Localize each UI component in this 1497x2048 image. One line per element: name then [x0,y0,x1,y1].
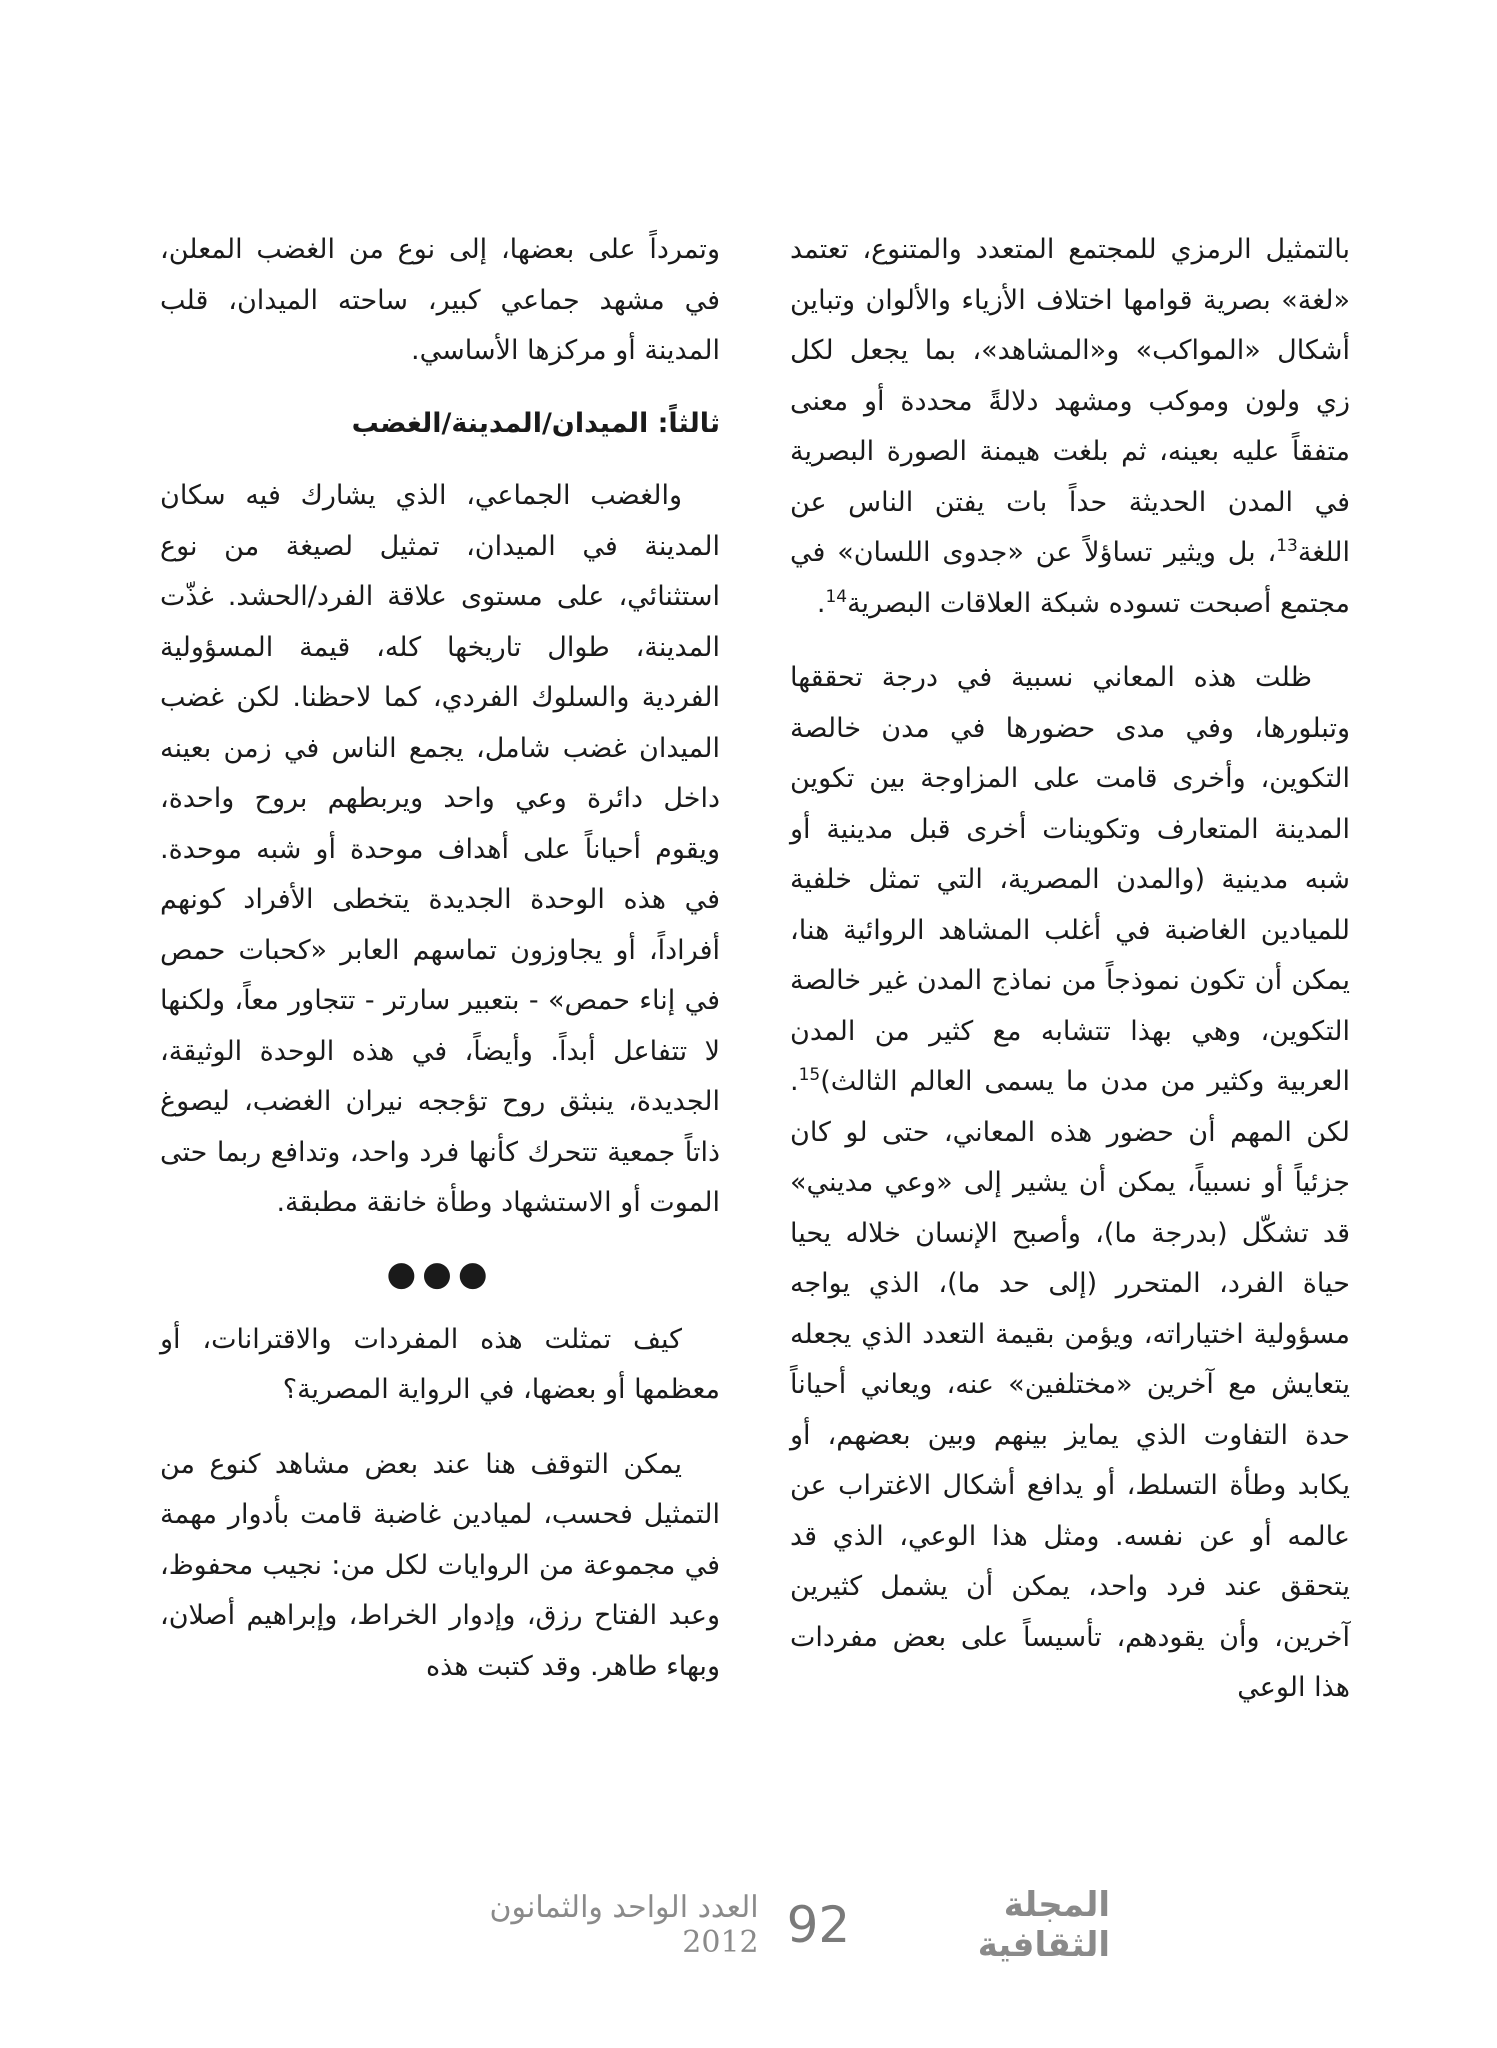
footnote-marker: 13 [1276,536,1298,556]
section-heading: ثالثاً: الميدان/المدينة/الغضب [351,407,720,439]
paragraph [790,653,1350,1714]
paragraph-text: . [816,587,826,619]
magazine-name: المجلة الثقافية [977,1885,1110,1965]
page-footer [430,1885,1110,1965]
section-divider: ●●● [386,1253,494,1294]
issue-info: العدد الواحد والثمانون 2012 [489,1890,759,1960]
paragraph-text: ، بل ويثير تساؤلاً عن «جدوى اللسان» في مجتمع أصبحت تسوده شبكة العلاقات البصرية [790,537,1350,619]
footnote-marker: 15 [798,1065,821,1085]
footnote-marker: 14 [825,586,848,607]
page-number: 92 [786,1896,851,1954]
paragraph: كيف تمثلت هذه المفردات والاقترانات، أو معظمها أو بعضها، في الرواية المصرية؟ [160,1323,720,1405]
paragraph: والغضب الجماعي، الذي يشارك فيه سكان المدينة في الميدان، تمثيل لصيغة من نوع استثنائي، على مستوى علاقة الفرد/الحشد. غذّت المدينة، طوال تاريخها كله، قيمة المسؤولية الفردية والسلوك الفردي، كما لاحظنا. لكن غضب الميدان غضب شامل، يجمع الناس في زمن بعينه داخل دائرة وعي واحد ويربطهم بروح واحدة، ويقوم أحياناً على أهداف موحدة أو شبه موحدة. في هذه الوحدة الجديدة يتخطى الأفراد كونهم أفراداً، أو يجاوزون تماسهم العابر «كحبات حمص في إناء حمص» - بتعبير سارتر - تتجاور معاً، ولكنها لا تتفاعل أبداً. وأيضاً، في هذه الوحدة الوثيقة، الجديدة، ينبثق روح تؤججه نيران الغضب، ليصوغ ذاتاً جمعية تتحرك كأنها فرد واحد، وتدافع ربما حتى الموت أو الاستشهاد وطأة خانقة مطبقة. [160,480,720,1218]
paragraph [790,225,1350,629]
paragraph-text: ظلت هذه المعاني نسبية في درجة تحققها وتبلورها، وفي مدى حضورها في مدن خالصة التكوين، وأخرى قامت على المزاوجة بين تكوين المدينة المتعارف وتكوينات أخرى قبل مدينية أو شبه مدينية (والمدن المصرية، التي تمثل خلفية للميادين الغاضبة في أغلب المشاهد الروائية هنا، يمكن أن تكون نموذجاً من نماذج المدن غير خالصة التكوين، وهي بهذا تتشابه مع كثير من المدن العربية وكثير من مدن ما يسمى العالم الثالث) [790,662,1350,1097]
paragraph: يمكن التوقف هنا عند بعض مشاهد كنوع من التمثيل فحسب، لميادين غاضبة قامت بأدوار مهمة في مجموعة من الروايات لكل من: نجيب محفوظ، وعبد الفتاح رزق، وإدوار الخراط، وإبراهيم أصلان، وبهاء طاهر. وقد كتبت هذه [160,1448,720,1682]
paragraph-text: . لكن المهم أن حضور هذه المعاني، حتى لو كان جزئياً أو نسبياً، يمكن أن يشير إلى «وعي مديني» قد تشكّل (بدرجة ما)، وأصبح الإنسان خلاله يحيا حياة الفرد، المتحرر (إلى حد ما)، الذي يواجه مسؤولية اختياراته، ويؤمن بقيمة التعدد الذي يجعله يتعايش مع آخرين «مختلفين» عنه، ويعاني أحياناً حدة التفاوت الذي يمايز بينهم وبين بعضهم، أو يكابد وطأة التسلط، أو يدافع أشكال الاغتراب عن عالمه أو عن نفسه. ومثل هذا الوعي، الذي قد يتحقق عند فرد واحد، يمكن أن يشمل كثيرين آخرين، وأن يقودهم، تأسيساً على بعض مفردات هذا الوعي [790,1066,1350,1703]
paragraph-text: بالتمثيل الرمزي للمجتمع المتعدد والمتنوع، تعتمد «لغة» بصرية قوامها اختلاف الأزياء والألوان وتباين أشكال «المواكب» و«المشاهد»، بما يجعل لكل زي ولون وموكب ومشهد دلالةً محددة أو معنى متفقاً عليه بعينه، ثم بلغت هيمنة الصورة البصرية في المدن الحديثة حداً بات يفتن الناس عن اللغة [790,234,1350,568]
left-column [160,225,720,1692]
paragraph: وتمرداً على بعضها، إلى نوع من الغضب المعلن، في مشهد جماعي كبير، ساحته الميدان، قلب المدينة أو مركزها الأساسي. [160,234,720,366]
right-column [790,225,1350,1714]
